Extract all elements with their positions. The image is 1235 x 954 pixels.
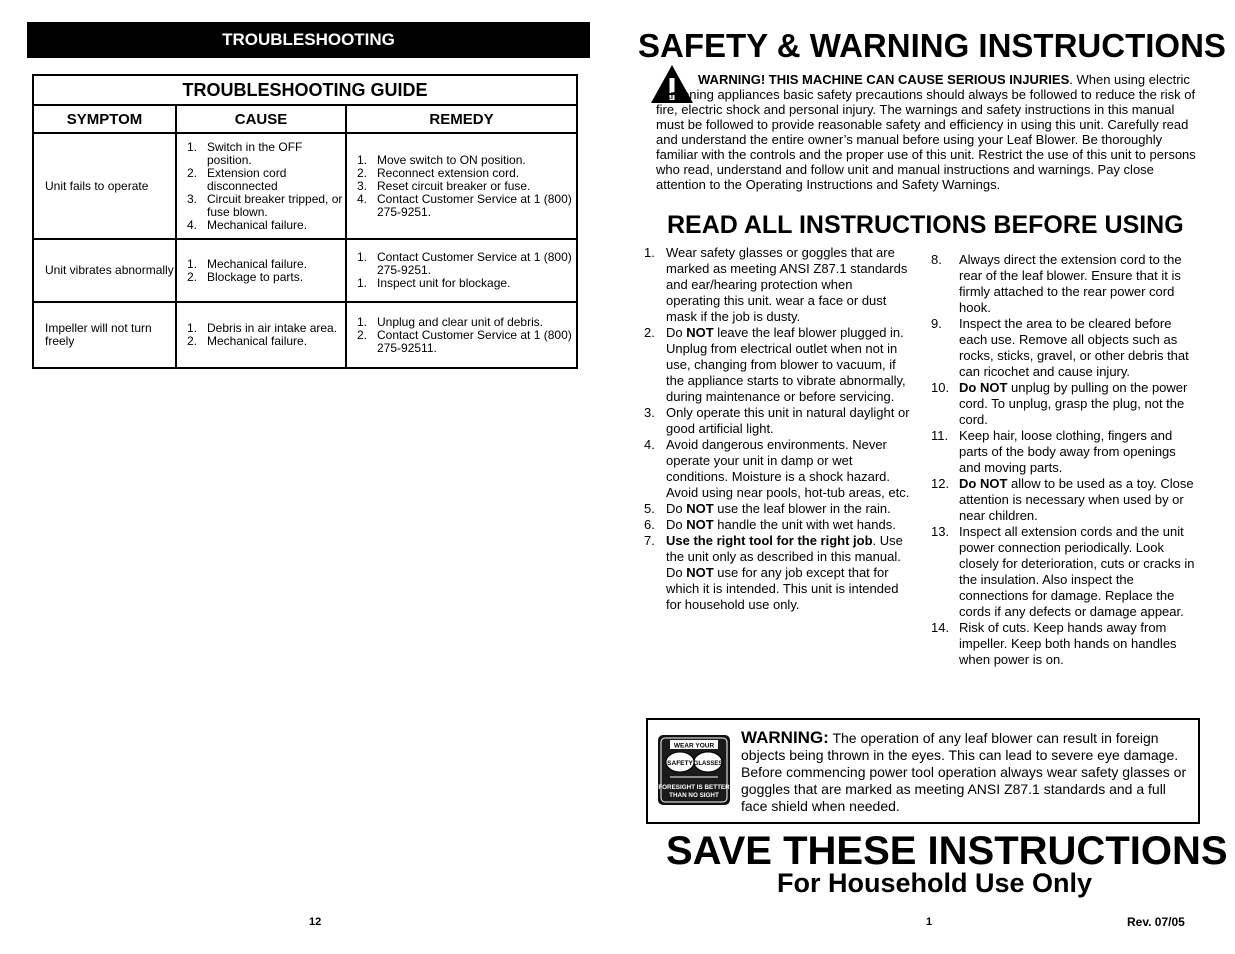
revision-label: Rev. 07/05 <box>1127 915 1185 929</box>
table-row <box>33 239 577 302</box>
cause-item: 3. Circuit breaker tripped, or fuse blown. <box>187 191 343 219</box>
cause-item: 1. Switch in the OFF position. <box>187 139 303 167</box>
list-item: 6. Do NOT handle the unit with wet hands. <box>644 517 896 532</box>
symptom-cell: Unit vibrates abnormally <box>33 239 176 302</box>
list-item: 4. Avoid dangerous environments. Never operate your unit in damp or wet conditions. Moisture is a shock hazard. Avoid using near pools, hot-tub areas, etc. <box>644 437 910 500</box>
svg-text:THAN NO SIGHT: THAN NO SIGHT <box>669 792 719 799</box>
page-title: SAFETY & WARNING INSTRUCTIONS <box>638 27 1226 64</box>
eye-warning-label: WARNING: <box>741 728 829 747</box>
troubleshooting-header-bar: TROUBLESHOOTING <box>27 22 590 58</box>
list-item: 12. Do NOT allow to be used as a toy. Close attention is necessary when used by or near children. <box>931 476 1194 523</box>
col-header-cause: CAUSE <box>176 105 346 133</box>
table-row <box>33 302 577 368</box>
remedy-cell <box>346 239 577 302</box>
list-item: 3. Only operate this unit in natural daylight or good artificial light. <box>644 405 910 436</box>
safety-glasses-badge-icon <box>658 735 730 805</box>
symptom-cell: Unit fails to operate <box>33 133 176 239</box>
cause-item: 2. Extension cord disconnected <box>187 165 287 193</box>
page-number-right: 1 <box>926 916 933 928</box>
remedy-item: 4. Contact Customer Service at 1 (800) 275-9251. <box>357 191 572 219</box>
list-item: 5. Do NOT use the leaf blower in the rain. <box>644 501 891 516</box>
eye-warning-box <box>646 718 1200 824</box>
guide-title: TROUBLESHOOTING GUIDE <box>33 75 577 105</box>
remedy-item: 1. Inspect unit for blockage. <box>357 276 511 290</box>
remedy-item: 1. Contact Customer Service at 1 (800) 275-9251. <box>357 250 572 277</box>
svg-text:GLASSES: GLASSES <box>693 761 723 767</box>
intro-warning-heading: WARNING! THIS MACHINE CAN CAUSE SERIOUS INJURIES <box>698 72 1070 87</box>
household-use-subheading: For Household Use Only <box>777 868 1093 898</box>
intro-text: . When using electric gardening appliances basic safety precautions should always be followed to reduce the risk of fire, electric shock and personal injury. The warnings and safety instructions in this manual must be followed to provide reasonable safety and efficiency in using this unit. Carefully read and understand the entire owner’s manual before using your Leaf Blower. Be thoroughly familiar with the controls and the proper use of this unit. Restrict the use of this unit to persons who read, understand and follow unit and manual instructions and warnings. Pay close attention to the Operating Instructions and Safety Warnings. <box>656 72 1196 192</box>
list-item: 9. Inspect the area to be cleared before each use. Remove all objects such as rocks, sticks, gravel, or other debris that can ricochet and cause injury. <box>931 316 1189 379</box>
troubleshooting-guide-table <box>32 74 578 369</box>
cause-item: 2. Blockage to parts. <box>187 269 304 284</box>
list-item: 1. Wear safety glasses or goggles that are marked as meeting ANSI Z87.1 standards and ear/hearing protection when operating this unit. wear a face or dust mask if the job is dusty. <box>644 245 908 324</box>
page-number-left: 12 <box>309 916 322 928</box>
list-item: 14. Risk of cuts. Keep hands away from impeller. Keep both hands on handles when power is on. <box>931 620 1177 667</box>
list-item: 7. Use the right tool for the right job. Use the unit only as described in this manual. Do NOT use for any job except that for which it is intended. This unit is intended for household use only. <box>644 533 903 612</box>
cause-item: 2. Mechanical failure. <box>187 334 308 348</box>
svg-text:SAFETY: SAFETY <box>667 760 693 767</box>
list-item: 13. Inspect all extension cords and the unit power connection periodically. Look closely for deterioration, cuts or cracks in the insulation. Also inspect the connections for damage. Replace the cords if any defects or damage appear. <box>931 524 1195 619</box>
list-item: 8. Always direct the extension cord to the rear of the leaf blower. Ensure that it is firmly attached to the rear power cord hook. <box>931 252 1182 315</box>
cause-cell <box>176 302 346 368</box>
cause-cell <box>176 133 346 239</box>
safety-rules-right <box>931 252 1201 668</box>
svg-text:FORESIGHT IS BETTER: FORESIGHT IS BETTER <box>658 784 730 791</box>
eye-warning-text: WARNING: The operation of any leaf blower can result in foreign objects being thrown in the eyes. This can lead to severe eye damage. Before commencing power tool operation always wear safety glasses or goggles that are marked as meeting ANSI Z87.1 standards and a full face shield when needed. <box>741 728 1187 814</box>
remedy-cell <box>346 302 577 368</box>
read-all-heading: READ ALL INSTRUCTIONS BEFORE USING <box>667 211 1184 239</box>
remedy-item: 1. Unplug and clear unit of debris. <box>357 314 544 329</box>
col-header-symptom: SYMPTOM <box>33 105 176 133</box>
remedy-item: 2. Reconnect extension cord. <box>357 165 520 180</box>
remedy-cell <box>346 133 577 239</box>
symptom-cell: Impeller will not turn freely <box>33 302 176 368</box>
svg-text:WEAR YOUR: WEAR YOUR <box>673 742 715 750</box>
list-item: 2. Do NOT leave the leaf blower plugged in. Unplug from electrical outlet when not in use, changing from blower to vacuum, if the appliance starts to vibrate abnormally, during maintenance or before servicing. <box>644 325 906 404</box>
cause-item: 1. Mechanical failure. <box>187 256 308 271</box>
table-row <box>33 133 577 239</box>
remedy-item: 3. Reset circuit breaker or fuse. <box>357 178 531 193</box>
cause-item: 1. Debris in air intake area. <box>187 321 338 335</box>
save-instructions-heading: SAVE THESE INSTRUCTIONS <box>666 829 1228 873</box>
list-item: 11. Keep hair, loose clothing, fingers and parts of the body away from openings and moving parts. <box>931 428 1176 475</box>
list-item: 10. Do NOT unplug by pulling on the power cord. To unplug, grasp the plug, not the cord. <box>931 380 1188 427</box>
intro-paragraph <box>656 72 1201 192</box>
cause-cell <box>176 239 346 302</box>
col-header-remedy: REMEDY <box>346 105 577 133</box>
safety-rules-left <box>644 245 910 613</box>
remedy-item: 2. Contact Customer Service at 1 (800) 275-92511. <box>357 327 572 355</box>
cause-item: 4. Mechanical failure. <box>187 217 308 232</box>
remedy-item: 1. Move switch to ON position. <box>357 152 526 167</box>
